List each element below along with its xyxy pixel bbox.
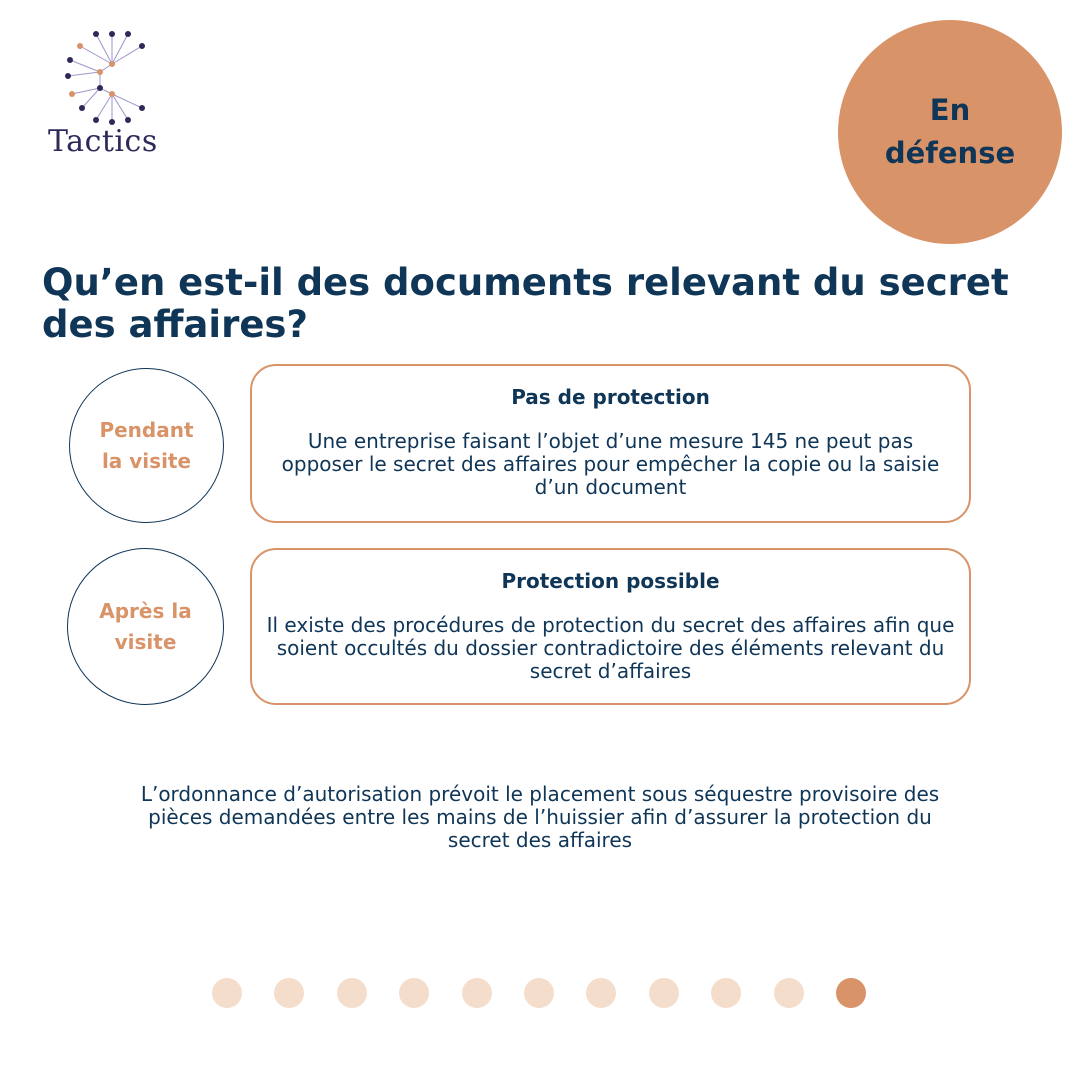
card-title: Protection possible	[501, 569, 720, 593]
page-dot-3[interactable]	[337, 978, 367, 1008]
page-dot-1[interactable]	[212, 978, 242, 1008]
card-body: Il existe des procédures de protection du secret des affaires afin que soient occultés du dossier contradictoire des éléments relevant du secret d’affaires	[266, 613, 955, 683]
badge-line-1: En	[929, 93, 971, 127]
footer-note: L’ordonnance d’autorisation prévoit le placement sous séquestre provisoire des pièces demandées entre les mains de l’huissier afin d’assurer la protection du secret des affaires	[140, 782, 940, 852]
pagination-dots	[212, 978, 866, 1008]
page-dot-10[interactable]	[774, 978, 804, 1008]
logo-wordmark: Tactics	[48, 124, 158, 159]
phase-label: Pendant la visite	[99, 417, 194, 473]
phase-circle-after	[67, 548, 224, 705]
section-badge	[838, 20, 1062, 244]
page-dot-4[interactable]	[399, 978, 429, 1008]
page-dot-8[interactable]	[649, 978, 679, 1008]
phase-circle-during	[69, 368, 224, 523]
tactics-logo	[44, 28, 174, 158]
badge-line-2: défense	[884, 136, 1016, 170]
page-dot-2[interactable]	[274, 978, 304, 1008]
page-dot-5[interactable]	[462, 978, 492, 1008]
info-card-during	[250, 364, 971, 523]
page-dot-6[interactable]	[524, 978, 554, 1008]
info-card-after	[250, 548, 971, 705]
card-title: Pas de protection	[511, 385, 710, 409]
page-title: Qu’en est-il des documents relevant du secret des affaires?	[42, 261, 1009, 346]
card-body: Une entreprise faisant l’objet d’une mesure 145 ne peut pas opposer le secret des affaires pour empêcher la copie ou la saisie d’un document	[281, 429, 940, 499]
page-dot-11-active[interactable]	[836, 978, 866, 1008]
phase-label: Après la visite	[99, 598, 192, 654]
network-c-logo-icon	[62, 28, 152, 128]
page-dot-7[interactable]	[586, 978, 616, 1008]
page-dot-9[interactable]	[711, 978, 741, 1008]
